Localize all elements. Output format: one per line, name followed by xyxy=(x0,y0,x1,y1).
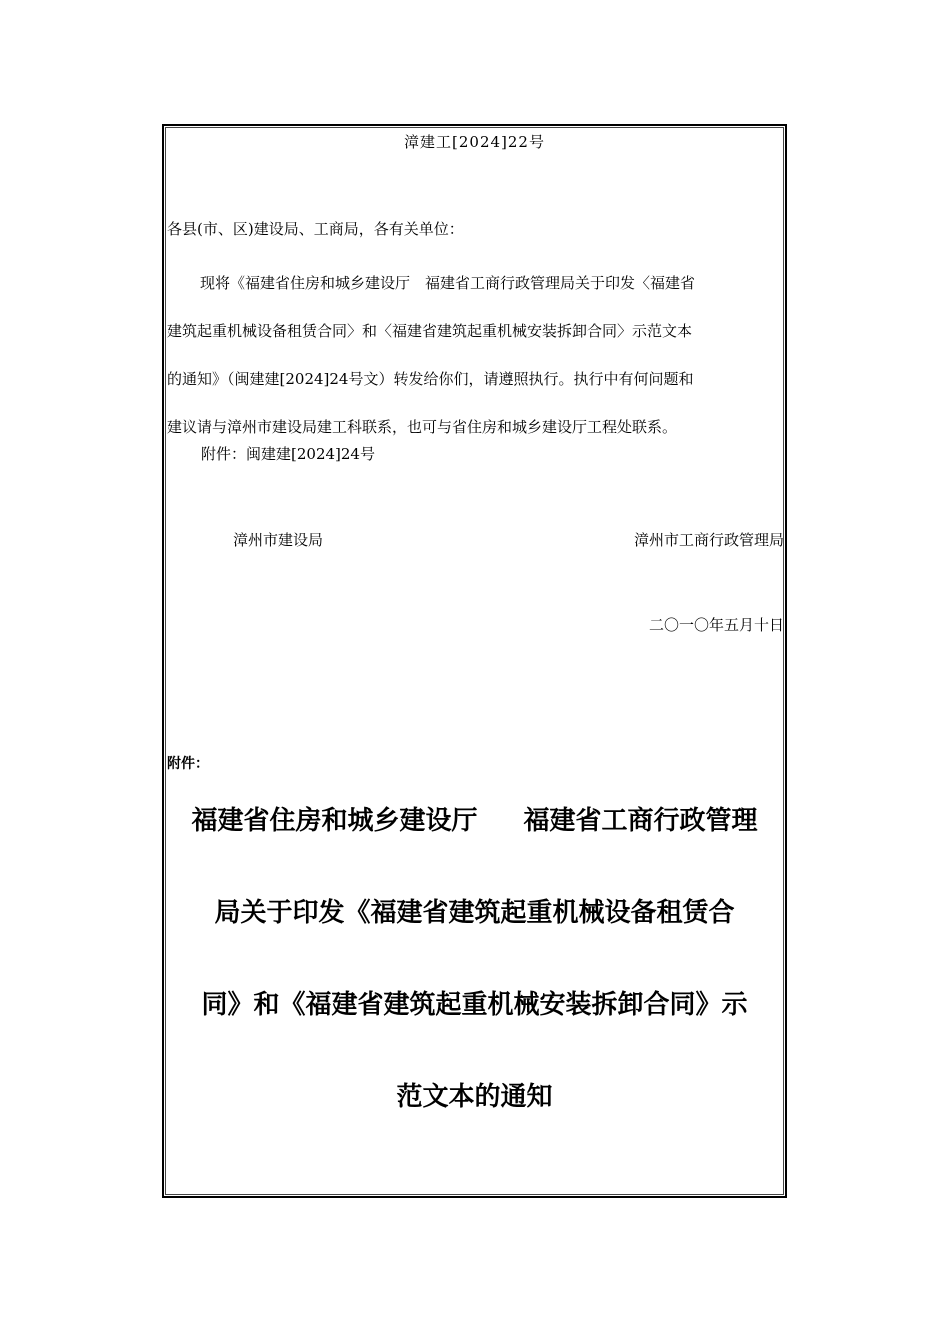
attachment-title-line-2: 局关于印发《福建省建筑起重机械设备租赁合 xyxy=(214,898,735,928)
body-line-2: 建筑起重机械设备租赁合同〉和〈福建省建筑起重机械安装拆卸合同〉示范文本 xyxy=(167,322,693,340)
title-line-1-part-b: 福建省工商行政管理 xyxy=(523,806,758,836)
body-line-1: 现将《福建省住房和城乡建设厅 福建省工商行政管理局关于印发〈福建省 xyxy=(200,274,696,292)
attachment-title-line-4: 范文本的通知 xyxy=(396,1082,553,1112)
issue-date: 二〇一〇年五月十日 xyxy=(648,616,784,634)
notice-body xyxy=(167,259,784,451)
title-line-1-part-a: 福建省住房和城乡建设厅 xyxy=(191,806,478,836)
attachment-reference: 附件：闽建建[2024]24号 xyxy=(201,445,375,463)
attachment-title-line-3: 同》和《福建省建筑起重机械安装拆卸合同》示 xyxy=(201,990,748,1020)
document-frame xyxy=(162,124,787,1198)
attachment-label: 附件： xyxy=(167,756,209,772)
attachment-title-line-1 xyxy=(164,804,785,838)
body-line-3: 的通知》（闽建建[2024]24号文）转发给你们，请遵照执行。执行中有何问题和 xyxy=(167,370,694,388)
document-number: 漳建工[2024]22号 xyxy=(404,133,545,151)
salutation: 各县(市、区)建设局、工商局，各有关单位： xyxy=(167,220,464,238)
body-line-4: 建议请与漳州市建设局建工科联系，也可与省住房和城乡建设厅工程处联系。 xyxy=(167,418,678,436)
signer-industry-commerce-bureau: 漳州市工商行政管理局 xyxy=(633,531,784,549)
signer-construction-bureau: 漳州市建设局 xyxy=(233,531,324,549)
